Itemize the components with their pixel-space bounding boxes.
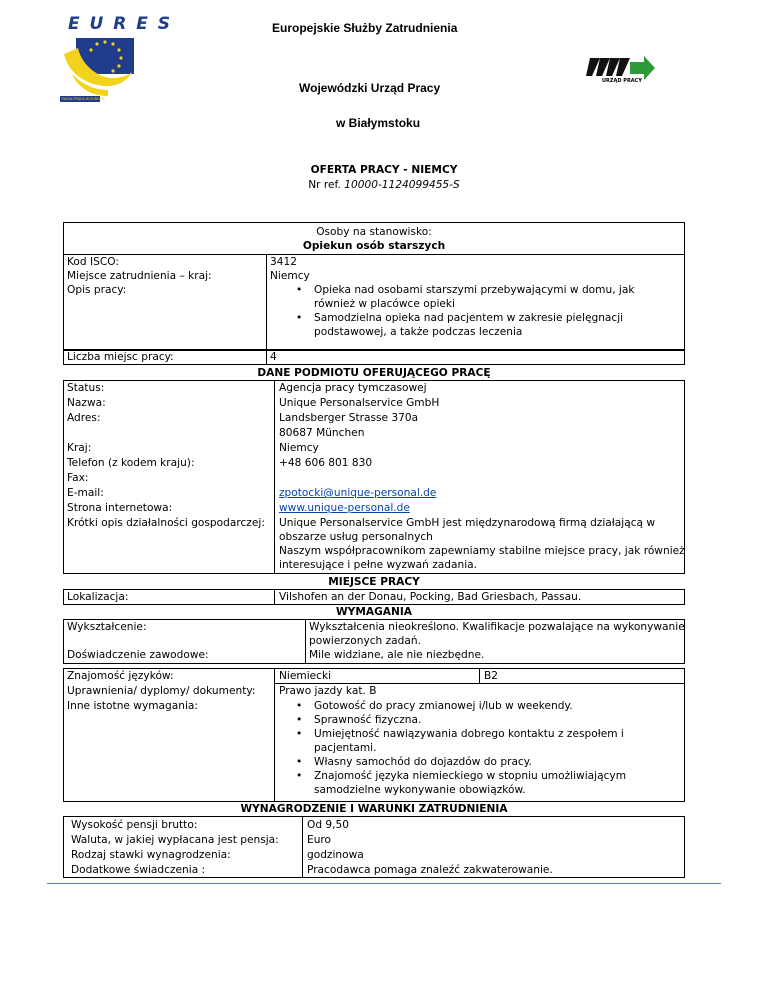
salary-divider (302, 816, 303, 878)
employer-country-label: Kraj: (67, 442, 92, 454)
office-name: Wojewódzki Urząd Pracy (299, 81, 441, 95)
isco-value: 3412 (270, 256, 297, 268)
location-heading: MIEJSCE PRACY (328, 576, 420, 588)
location-value: Vilshofen an der Donau, Pocking, Bad Griesbach, Passau. (279, 591, 582, 603)
address-label: Adres: (67, 412, 101, 424)
status-value: Agencja pracy tymczasowej (279, 382, 427, 394)
requirement-item: • Sprawność fizyczna. (292, 713, 652, 727)
location-label: Lokalizacja: (67, 591, 129, 603)
requirement-item: • Znajomość języka niemieckiego w stopniu umożliwiającym samodzielne wykonywanie obowiązków. (292, 769, 652, 797)
company-name-value: Unique Personalservice GmbH (279, 397, 440, 409)
email-label: E-mail: (67, 487, 104, 499)
language-level: B2 (484, 670, 499, 682)
email-link[interactable]: zpotocki@unique-personal.de (279, 487, 437, 499)
address-line2: 80687 München (279, 427, 365, 439)
employer-divider (274, 380, 275, 574)
other-requirements-label: Inne istotne wymagania: (67, 700, 198, 712)
permits-value: Prawo jazdy kat. B (279, 685, 377, 697)
website-label: Strona internetowa: (67, 502, 173, 514)
offer-ref-value: 10000-1124099455-S (344, 179, 460, 191)
status-label: Status: (67, 382, 105, 394)
employer-country-value: Niemcy (279, 442, 319, 454)
gross-salary-value: Od 9,50 (307, 819, 350, 831)
salary-heading: WYNAGRODZENIE I WARUNKI ZATRUDNIENIA (240, 803, 508, 815)
requirement-item: • Gotowość do pracy zmianowej i/lub w weekendy. (292, 699, 652, 713)
currency-value: Euro (307, 834, 332, 846)
rate-type-value: godzinowa (307, 849, 364, 861)
permits-label: Uprawnienia/ dyplomy/ dokumenty: (67, 685, 256, 697)
business-description-line2: obszarze usług personalnych (279, 531, 433, 543)
job-description-label: Opis pracy: (67, 284, 127, 296)
experience-label: Doświadczenie zawodowe: (67, 649, 209, 661)
business-description-line3: Naszym współpracownikom zapewniamy stabilne miejsce pracy, jak również (279, 545, 685, 557)
job-description-item: • Opieka nad osobami starszymi przebywającymi w domu, jak również w placówce opieki (292, 283, 677, 311)
eures-logo-subtext: TWOJA PRACA W EUROPIE (61, 97, 105, 101)
position-label: Osoby na stanowisko: (316, 226, 432, 238)
education-divider (305, 619, 306, 664)
business-description-label: Krótki opis działalności gospodarczej: (67, 517, 265, 529)
job-description-list (292, 283, 677, 339)
footer-rule (47, 883, 721, 884)
offer-title: OFERTA PRACY - NIEMCY (310, 164, 458, 176)
vacancy-count-label: Liczba miejsc pracy: (67, 351, 174, 363)
header-title: Europejskie Służby Zatrudnienia (272, 21, 458, 35)
position-divider (266, 254, 267, 350)
address-line1: Landsberger Strasse 370a (279, 412, 419, 424)
benefits-value: Pracodawca pomaga znaleźć zakwaterowanie. (307, 864, 553, 876)
website-link[interactable]: www.unique-personal.de (279, 502, 410, 514)
requirement-item: • Własny samochód do dojazdów do pracy. (292, 755, 652, 769)
language-name: Niemiecki (279, 670, 332, 682)
education-line1: Wykształcenia nieokreślono. Kwalifikacje pozwalające na wykonywanie (309, 621, 685, 633)
urzad-pracy-logo (586, 54, 656, 88)
experience-value: Mile widziane, ale nie niezbędne. (309, 649, 485, 661)
eures-logo (58, 14, 173, 110)
business-description-line1: Unique Personalservice GmbH jest międzynarodową firmą działającą w (279, 517, 656, 529)
rate-type-label: Rodzaj stawki wynagrodzenia: (71, 849, 231, 861)
phone-value: +48 606 801 830 (279, 457, 373, 469)
currency-label: Waluta, w jakiej wypłacana jest pensja: (71, 834, 279, 846)
gross-salary-label: Wysokość pensji brutto: (71, 819, 198, 831)
education-label: Wykształcenie: (67, 621, 147, 633)
education-line2: powierzonych zadań. (309, 635, 421, 647)
offer-ref-label: Nr ref. (308, 179, 341, 191)
isco-label: Kod ISCO: (67, 256, 119, 268)
company-name-label: Nazwa: (67, 397, 106, 409)
requirements-heading: WYMAGANIA (336, 606, 412, 618)
languages-label: Znajomość języków: (67, 670, 174, 682)
languages-divider (274, 668, 275, 802)
phone-label: Telefon (z kodem kraju): (67, 457, 195, 469)
job-description-item: • Samodzielna opieka nad pacjentem w zakresie pielęgnacji podstawowej, a także podczas leczenia (292, 311, 677, 339)
country-label: Miejsce zatrudnienia – kraj: (67, 270, 212, 282)
business-description-line4: interesujące i pełne wyzwań zadania. (279, 559, 478, 571)
eures-logo-text: E U R E S (68, 14, 173, 34)
requirement-item: • Umiejętność nawiązywania dobrego kontaktu z zespołem i pacjentami. (292, 727, 652, 755)
employer-heading: DANE PODMIOTU OFERUJĄCEGO PRACĘ (257, 367, 491, 379)
fax-label: Fax: (67, 472, 89, 484)
other-requirements-list (292, 699, 652, 797)
position-name: Opiekun osób starszych (302, 240, 446, 252)
benefits-label: Dodatkowe świadczenia : (71, 864, 206, 876)
offer-ref (0, 178, 768, 192)
language-level-divider (479, 668, 480, 683)
vacancy-count-value: 4 (270, 351, 277, 363)
urzad-pracy-logo-text: URZĄD PRACY (602, 78, 642, 84)
location-divider (274, 589, 275, 605)
country-value: Niemcy (270, 270, 310, 282)
vacancy-count-divider (266, 350, 267, 365)
office-city: w Białymstoku (336, 116, 421, 130)
